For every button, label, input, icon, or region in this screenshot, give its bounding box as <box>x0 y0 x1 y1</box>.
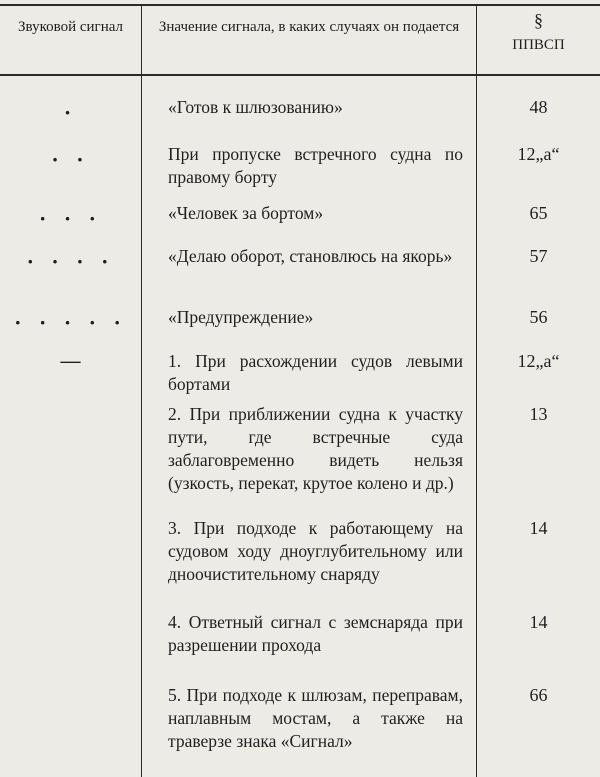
signal-cell: — <box>60 350 81 372</box>
ref-cell: 12„а“ <box>517 351 560 371</box>
ref-cell: 14 <box>529 612 548 632</box>
meaning-cell: «Готов к шлюзованию» <box>168 97 343 117</box>
signal-cell: · · · · <box>26 249 115 274</box>
header-signal: Звуковой сигнал <box>17 19 123 35</box>
ref-cell: 57 <box>529 246 548 266</box>
table-top-rule <box>0 4 600 6</box>
meaning-cell: «Делаю оборот, становлюсь на якорь» <box>168 246 453 266</box>
signal-cell: · · · <box>38 206 102 231</box>
meaning-cell: 4. Ответный сигнал с земснаряда при разрешении прохода <box>168 612 463 655</box>
ref-cell: 12„а“ <box>517 144 560 164</box>
signal-cell: · · · · · <box>14 310 127 335</box>
ref-cell: 48 <box>529 97 548 117</box>
ref-cell: 65 <box>529 203 548 223</box>
meaning-cell: 2. При приближении судна к участку пути, где встречные суда заблаговременно видеть нельзя (узкость, перекат, крутое колено и др.) <box>168 404 463 493</box>
ref-cell: 14 <box>529 518 548 538</box>
header-bottom-rule <box>0 74 600 76</box>
header-meaning: Значение сигнала, в каких случаях он подается <box>158 19 460 35</box>
meaning-cell: 1. При расхождении судов левыми бортами <box>168 351 463 394</box>
header-ref-abbr: ППВСП <box>512 37 565 53</box>
header-ref <box>477 10 600 55</box>
ref-cell: 56 <box>529 307 548 327</box>
signal-cell: · · <box>51 147 90 172</box>
meaning-cell: «Предупреждение» <box>168 307 314 327</box>
meaning-cell: «Человек за бортом» <box>168 203 324 223</box>
ref-cell: 13 <box>529 404 548 424</box>
section-symbol: § <box>534 10 543 30</box>
meaning-cell: 5. При подходе к шлюзам, переправам, наплавным мостам, а также на траверзе знака «Сигнал» <box>168 685 463 751</box>
column-divider-1 <box>141 4 142 777</box>
ref-cell: 66 <box>529 685 548 705</box>
meaning-cell: При пропуске встречного судна по правому борту <box>168 144 463 187</box>
meaning-cell: 3. При подходе к работающему на судовом ходу дноуглубительному или дноочистительному снаряду <box>168 518 463 584</box>
column-divider-2 <box>476 4 477 777</box>
signal-cell: · <box>63 100 78 125</box>
